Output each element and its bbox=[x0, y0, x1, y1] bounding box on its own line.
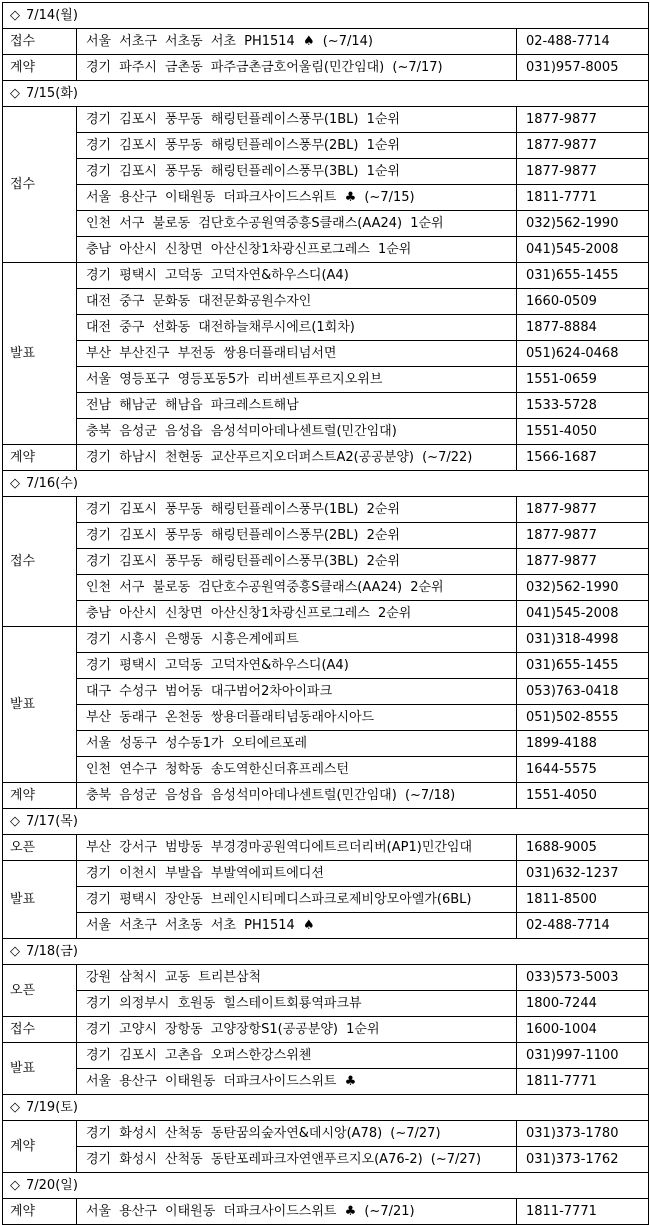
category-cell: 계약 bbox=[3, 55, 77, 81]
description-cell: 인천 연수구 청학동 송도역한신더휴프레스턴 bbox=[77, 757, 517, 783]
description-cell: 경기 의정부시 호원동 힐스테이트회룡역파크뷰 bbox=[77, 991, 517, 1017]
description-cell: 경기 시흥시 은행동 시흥은계에피트 bbox=[77, 627, 517, 653]
date-header-row bbox=[3, 1173, 649, 1199]
category-cell: 접수 bbox=[3, 107, 77, 263]
category-cell: 발표 bbox=[3, 627, 77, 783]
diamond-icon: ◇ bbox=[10, 1100, 20, 1115]
table-row bbox=[3, 263, 649, 289]
table-row bbox=[3, 835, 649, 861]
table-row bbox=[3, 393, 649, 419]
phone-cell: 1644-5575 bbox=[517, 757, 649, 783]
phone-cell: 1811-7771 bbox=[517, 1069, 649, 1095]
phone-cell: 051)502-8555 bbox=[517, 705, 649, 731]
diamond-icon: ◇ bbox=[10, 1178, 20, 1193]
table-row bbox=[3, 55, 649, 81]
date-header bbox=[3, 1173, 649, 1199]
category-cell: 발표 bbox=[3, 263, 77, 445]
description-cell: 경기 평택시 고덕동 고덕자연&하우스디(A4) bbox=[77, 653, 517, 679]
table-row bbox=[3, 107, 649, 133]
phone-cell: 1877-9877 bbox=[517, 159, 649, 185]
phone-cell: 1877-9877 bbox=[517, 107, 649, 133]
table-row bbox=[3, 731, 649, 757]
description-cell: 경기 평택시 장안동 브레인시티메디스파크로제비앙모아엘가(6BL) bbox=[77, 887, 517, 913]
description-cell: 서울 용산구 이태원동 더파크사이드스위트 ♣ (~7/21) bbox=[77, 1199, 517, 1225]
table-row bbox=[3, 991, 649, 1017]
phone-cell: 1877-9877 bbox=[517, 497, 649, 523]
table-row bbox=[3, 133, 649, 159]
category-cell: 계약 bbox=[3, 1121, 77, 1173]
table-row bbox=[3, 679, 649, 705]
category-cell: 오픈 bbox=[3, 965, 77, 1017]
date-label: 7/14(월) bbox=[26, 8, 78, 23]
description-cell: 서울 서초구 서초동 서초 PH1514 ♠ (~7/14) bbox=[77, 29, 517, 55]
description-cell: 대구 수성구 범어동 대구범어2차아이파크 bbox=[77, 679, 517, 705]
phone-cell: 02-488-7714 bbox=[517, 29, 649, 55]
description-cell: 경기 하남시 천현동 교산푸르지오더퍼스트A2(공공분양) (~7/22) bbox=[77, 445, 517, 471]
phone-cell: 1811-7771 bbox=[517, 185, 649, 211]
phone-cell: 1877-8884 bbox=[517, 315, 649, 341]
date-label: 7/18(금) bbox=[26, 944, 78, 959]
phone-cell: 031)632-1237 bbox=[517, 861, 649, 887]
phone-cell: 1600-1004 bbox=[517, 1017, 649, 1043]
description-cell: 서울 성동구 성수동1가 오티에르포레 bbox=[77, 731, 517, 757]
phone-cell: 1551-4050 bbox=[517, 783, 649, 809]
description-cell: 인천 서구 불로동 검단호수공원역중흥S클래스(AA24) 1순위 bbox=[77, 211, 517, 237]
description-cell: 경기 김포시 풍무동 해링턴플레이스풍무(1BL) 1순위 bbox=[77, 107, 517, 133]
phone-cell: 1533-5728 bbox=[517, 393, 649, 419]
schedule-table bbox=[2, 2, 649, 1225]
date-label: 7/19(토) bbox=[26, 1100, 78, 1115]
schedule-table-body bbox=[3, 3, 649, 1225]
diamond-icon: ◇ bbox=[10, 476, 20, 491]
description-cell: 경기 김포시 풍무동 해링턴플레이스풍무(1BL) 2순위 bbox=[77, 497, 517, 523]
table-row bbox=[3, 653, 649, 679]
description-cell: 인천 서구 불로동 검단호수공원역중흥S클래스(AA24) 2순위 bbox=[77, 575, 517, 601]
date-header-row bbox=[3, 1095, 649, 1121]
phone-cell: 1660-0509 bbox=[517, 289, 649, 315]
description-cell: 경기 김포시 풍무동 해링턴플레이스풍무(3BL) 2순위 bbox=[77, 549, 517, 575]
table-row bbox=[3, 341, 649, 367]
description-cell: 강원 삼척시 교동 트리븐삼척 bbox=[77, 965, 517, 991]
phone-cell: 1877-9877 bbox=[517, 549, 649, 575]
phone-cell: 1551-4050 bbox=[517, 419, 649, 445]
description-cell: 충북 음성군 음성읍 음성석미아데나센트럴(민간임대) (~7/18) bbox=[77, 783, 517, 809]
table-row bbox=[3, 965, 649, 991]
table-row bbox=[3, 315, 649, 341]
description-cell: 경기 김포시 풍무동 해링턴플레이스풍무(3BL) 1순위 bbox=[77, 159, 517, 185]
phone-cell: 053)763-0418 bbox=[517, 679, 649, 705]
date-label: 7/16(수) bbox=[26, 476, 78, 491]
description-cell: 충남 아산시 신창면 아산신창1차광신프로그레스 2순위 bbox=[77, 601, 517, 627]
date-header-row bbox=[3, 939, 649, 965]
description-cell: 서울 서초구 서초동 서초 PH1514 ♠ bbox=[77, 913, 517, 939]
phone-cell: 1811-7771 bbox=[517, 1199, 649, 1225]
description-cell: 충북 음성군 음성읍 음성석미아데나센트럴(민간임대) bbox=[77, 419, 517, 445]
table-row bbox=[3, 627, 649, 653]
phone-cell: 031)997-1100 bbox=[517, 1043, 649, 1069]
table-row bbox=[3, 861, 649, 887]
table-row bbox=[3, 237, 649, 263]
phone-cell: 02-488-7714 bbox=[517, 913, 649, 939]
phone-cell: 1899-4188 bbox=[517, 731, 649, 757]
table-row bbox=[3, 367, 649, 393]
description-cell: 경기 김포시 고촌읍 오퍼스한강스위첸 bbox=[77, 1043, 517, 1069]
table-row bbox=[3, 783, 649, 809]
date-label: 7/17(목) bbox=[26, 814, 78, 829]
phone-cell: 031)318-4998 bbox=[517, 627, 649, 653]
date-header-row bbox=[3, 3, 649, 29]
date-header bbox=[3, 471, 649, 497]
phone-cell: 031)373-1762 bbox=[517, 1147, 649, 1173]
date-header bbox=[3, 81, 649, 107]
description-cell: 서울 영등포구 영등포동5가 리버센트푸르지오위브 bbox=[77, 367, 517, 393]
description-cell: 부산 강서구 범방동 부경경마공원역디에트르더리버(AP1)민간임대 bbox=[77, 835, 517, 861]
table-row bbox=[3, 211, 649, 237]
date-header bbox=[3, 939, 649, 965]
table-row bbox=[3, 887, 649, 913]
phone-cell: 041)545-2008 bbox=[517, 601, 649, 627]
date-label: 7/15(화) bbox=[26, 86, 78, 101]
description-cell: 경기 파주시 금촌동 파주금촌금호어울림(민간임대) (~7/17) bbox=[77, 55, 517, 81]
table-row bbox=[3, 289, 649, 315]
table-row bbox=[3, 523, 649, 549]
description-cell: 경기 이천시 부발읍 부발역에피트에디션 bbox=[77, 861, 517, 887]
table-row bbox=[3, 705, 649, 731]
table-row bbox=[3, 1017, 649, 1043]
description-cell: 충남 아산시 신창면 아산신창1차광신프로그레스 1순위 bbox=[77, 237, 517, 263]
date-header-row bbox=[3, 81, 649, 107]
diamond-icon: ◇ bbox=[10, 814, 20, 829]
description-cell: 경기 김포시 풍무동 해링턴플레이스풍무(2BL) 2순위 bbox=[77, 523, 517, 549]
table-row bbox=[3, 1199, 649, 1225]
description-cell: 경기 평택시 고덕동 고덕자연&하우스디(A4) bbox=[77, 263, 517, 289]
table-row bbox=[3, 601, 649, 627]
date-header-row bbox=[3, 471, 649, 497]
table-row bbox=[3, 159, 649, 185]
table-row bbox=[3, 445, 649, 471]
category-cell: 접수 bbox=[3, 29, 77, 55]
table-row bbox=[3, 575, 649, 601]
phone-cell: 1688-9005 bbox=[517, 835, 649, 861]
phone-cell: 041)545-2008 bbox=[517, 237, 649, 263]
date-header bbox=[3, 809, 649, 835]
date-label: 7/20(일) bbox=[26, 1178, 78, 1193]
date-header bbox=[3, 3, 649, 29]
description-cell: 경기 화성시 산척동 동탄꿈의숲자연&데시앙(A78) (~7/27) bbox=[77, 1121, 517, 1147]
description-cell: 경기 화성시 산척동 동탄포레파크자연앤푸르지오(A76-2) (~7/27) bbox=[77, 1147, 517, 1173]
description-cell: 서울 용산구 이태원동 더파크사이드스위트 ♣ (~7/15) bbox=[77, 185, 517, 211]
phone-cell: 051)624-0468 bbox=[517, 341, 649, 367]
description-cell: 대전 중구 문화동 대전문화공원수자인 bbox=[77, 289, 517, 315]
table-row bbox=[3, 419, 649, 445]
description-cell: 대전 중구 선화동 대전하늘채루시에르(1회차) bbox=[77, 315, 517, 341]
phone-cell: 1551-0659 bbox=[517, 367, 649, 393]
phone-cell: 1811-8500 bbox=[517, 887, 649, 913]
phone-cell: 031)957-8005 bbox=[517, 55, 649, 81]
diamond-icon: ◇ bbox=[10, 8, 20, 23]
description-cell: 전남 해남군 해남읍 파크레스트해남 bbox=[77, 393, 517, 419]
table-row bbox=[3, 185, 649, 211]
phone-cell: 1800-7244 bbox=[517, 991, 649, 1017]
phone-cell: 1877-9877 bbox=[517, 523, 649, 549]
phone-cell: 031)655-1455 bbox=[517, 653, 649, 679]
description-cell: 서울 용산구 이태원동 더파크사이드스위트 ♣ bbox=[77, 1069, 517, 1095]
category-cell: 계약 bbox=[3, 1199, 77, 1225]
category-cell: 발표 bbox=[3, 861, 77, 939]
description-cell: 경기 고양시 장항동 고양장항S1(공공분양) 1순위 bbox=[77, 1017, 517, 1043]
diamond-icon: ◇ bbox=[10, 86, 20, 101]
phone-cell: 031)655-1455 bbox=[517, 263, 649, 289]
table-row bbox=[3, 549, 649, 575]
table-row bbox=[3, 1121, 649, 1147]
category-cell: 발표 bbox=[3, 1043, 77, 1095]
date-header-row bbox=[3, 809, 649, 835]
date-header bbox=[3, 1095, 649, 1121]
category-cell: 오픈 bbox=[3, 835, 77, 861]
diamond-icon: ◇ bbox=[10, 944, 20, 959]
table-row bbox=[3, 1147, 649, 1173]
description-cell: 부산 동래구 온천동 쌍용더플래티넘동래아시아드 bbox=[77, 705, 517, 731]
table-row bbox=[3, 1043, 649, 1069]
category-cell: 접수 bbox=[3, 1017, 77, 1043]
table-row bbox=[3, 913, 649, 939]
phone-cell: 1566-1687 bbox=[517, 445, 649, 471]
table-row bbox=[3, 1069, 649, 1095]
description-cell: 부산 부산진구 부전동 쌍용더플래티넘서면 bbox=[77, 341, 517, 367]
category-cell: 접수 bbox=[3, 497, 77, 627]
table-row bbox=[3, 497, 649, 523]
phone-cell: 032)562-1990 bbox=[517, 575, 649, 601]
description-cell: 경기 김포시 풍무동 해링턴플레이스풍무(2BL) 1순위 bbox=[77, 133, 517, 159]
phone-cell: 1877-9877 bbox=[517, 133, 649, 159]
phone-cell: 033)573-5003 bbox=[517, 965, 649, 991]
table-row bbox=[3, 29, 649, 55]
category-cell: 계약 bbox=[3, 783, 77, 809]
category-cell: 계약 bbox=[3, 445, 77, 471]
table-row bbox=[3, 757, 649, 783]
phone-cell: 031)373-1780 bbox=[517, 1121, 649, 1147]
phone-cell: 032)562-1990 bbox=[517, 211, 649, 237]
